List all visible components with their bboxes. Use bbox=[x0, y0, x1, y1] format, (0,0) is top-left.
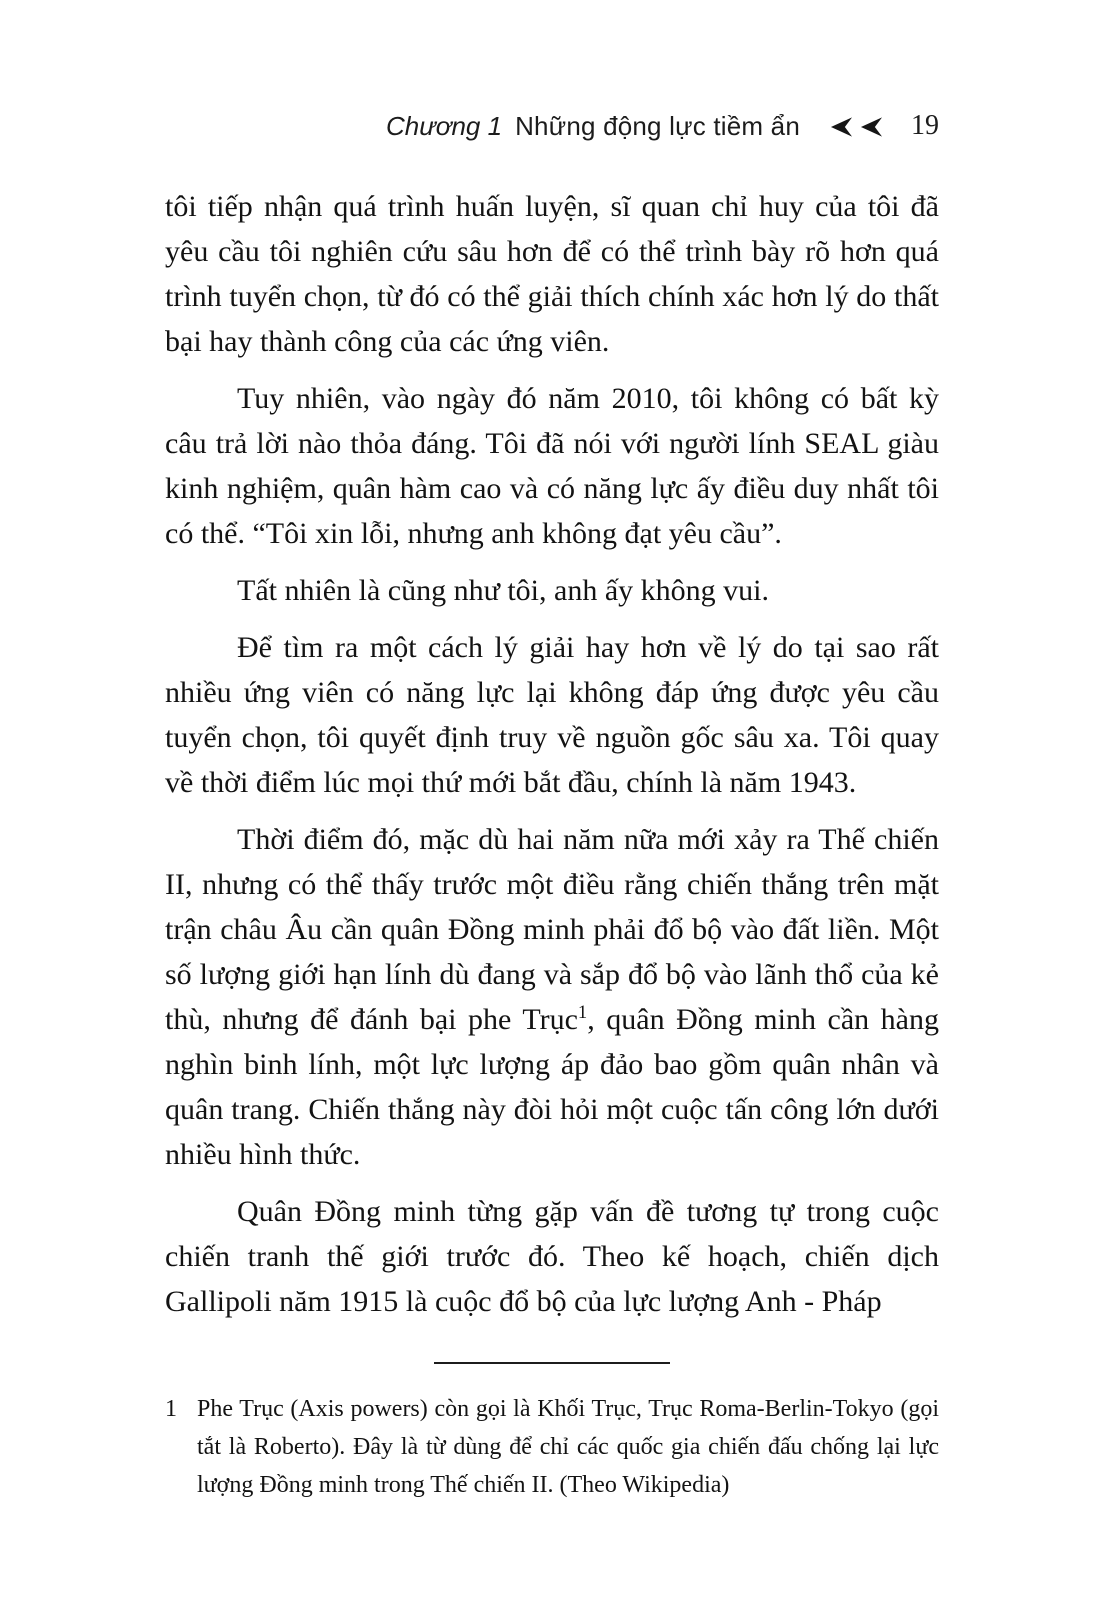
paragraph bbox=[165, 1189, 939, 1324]
paragraph bbox=[165, 184, 939, 364]
chapter-label: Chương 1 bbox=[386, 111, 503, 141]
double-left-arrow-icon bbox=[830, 115, 883, 138]
footnote-marker: 1 bbox=[165, 1396, 177, 1422]
paragraph bbox=[165, 376, 939, 556]
text-column bbox=[165, 0, 939, 1504]
paragraph-text: tôi tiếp nhận quá trình huấn luyện, sĩ quan chỉ huy của tôi đã yêu cầu tôi nghiên cứu sâu hơn để có thể trình bày rõ hơn quá trình tuyển chọn, từ đó có thể giải thích chính xác hơn lý do thất bại hay thành công của các ứng viên. bbox=[165, 190, 939, 358]
footnote-reference: 1 bbox=[577, 1002, 588, 1023]
footnote-divider bbox=[434, 1362, 670, 1364]
paragraph-text: Quân Đồng minh từng gặp vấn đề tương tự trong cuộc chiến tranh thế giới trước đó. Theo kế hoạch, chiến dịch Gallipoli năm 1915 là cuộc đổ bộ của lực lượng Anh - Pháp bbox=[165, 1195, 939, 1318]
paragraph bbox=[165, 625, 939, 805]
paragraph-text: Để tìm ra một cách lý giải hay hơn về lý do tại sao rất nhiều ứng viên có năng lực lại không đáp ứng được yêu cầu tuyển chọn, tôi quyết định truy về nguồn gốc sâu xa. Tôi quay về thời điểm lúc mọi thứ mới bắt đầu, chính là năm 1943. bbox=[165, 631, 939, 799]
chapter-title: Những động lực tiềm ẩn bbox=[515, 111, 800, 141]
paragraph-text: , quân Đồng minh cần hàng nghìn binh lính, một lực lượng áp đảo bao gồm quân nhân và quân trang. Chiến thắng này đòi hỏi một cuộc tấn công lớn dưới nhiều hình thức. bbox=[165, 1003, 939, 1171]
body-text bbox=[165, 184, 939, 1324]
paragraph bbox=[165, 817, 939, 1177]
left-arrow-icon bbox=[830, 115, 853, 138]
paragraph-text: Tất nhiên là cũng như tôi, anh ấy không vui. bbox=[237, 574, 769, 607]
footnote bbox=[165, 1390, 939, 1504]
paragraph-text: Tuy nhiên, vào ngày đó năm 2010, tôi không có bất kỳ câu trả lời nào thỏa đáng. Tôi đã nói với người lính SEAL giàu kinh nghiệm, quân hàm cao và có năng lực ấy điều duy nhất tôi có thể. “Tôi xin lỗi, nhưng anh không đạt yêu cầu”. bbox=[165, 382, 939, 550]
paragraph-text: Thời điểm đó, mặc dù hai năm nữa mới xảy ra Thế chiến II, nhưng có thể thấy trước một điều rằng chiến thắng trên mặt trận châu Âu cần quân Đồng minh phải đổ bộ vào đất liền. Một số lượng giới hạn lính dù đang và sắp đổ bộ vào lãnh thổ của kẻ thù, nhưng để đánh bại phe Trục bbox=[165, 823, 939, 1036]
paragraph bbox=[165, 568, 939, 613]
footnote-text: Phe Trục (Axis powers) còn gọi là Khối Trục, Trục Roma-Berlin-Tokyo (gọi tắt là Roberto). Đây là từ dùng để chỉ các quốc gia chiến đấu chống lại lực lượng Đồng minh trong Thế chiến II. (Theo Wikipedia) bbox=[197, 1396, 939, 1498]
page-number: 19 bbox=[911, 110, 939, 141]
left-arrow-icon bbox=[860, 115, 883, 138]
running-header bbox=[165, 110, 939, 142]
